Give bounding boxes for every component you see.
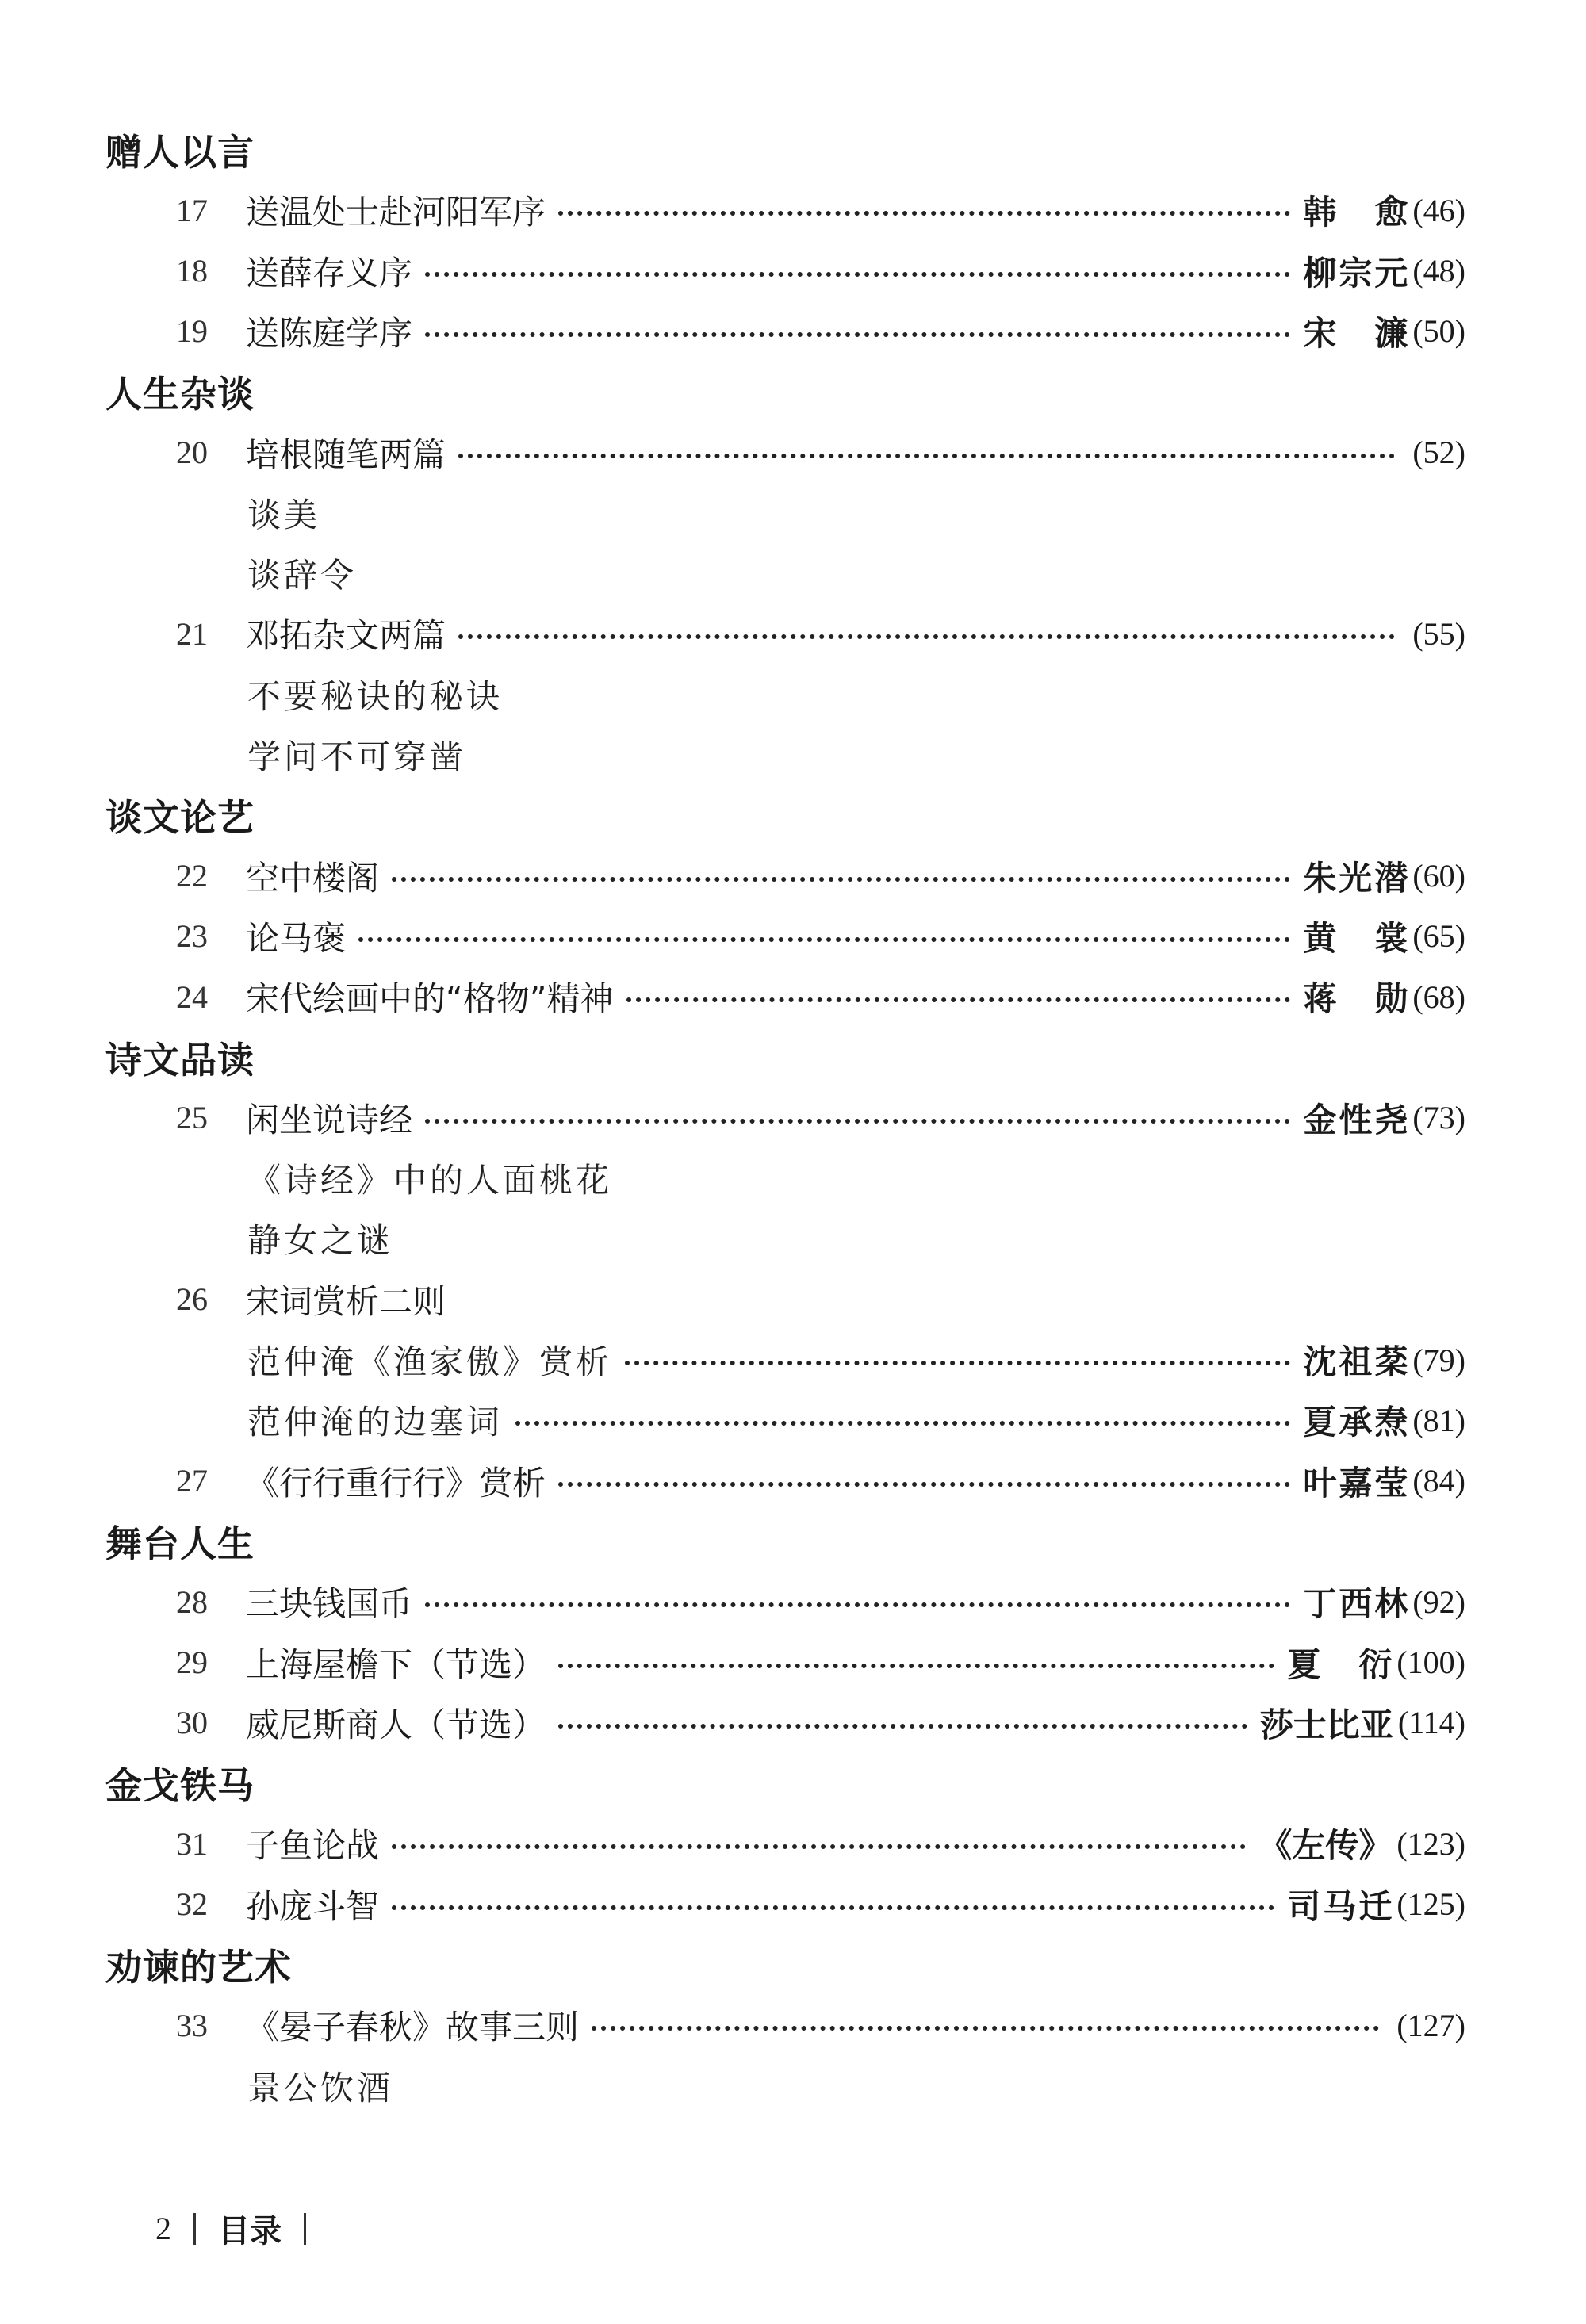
entry-page: (73) xyxy=(1412,1100,1465,1136)
entry-title: 谈美 xyxy=(247,495,321,534)
dot-leader xyxy=(558,1664,1274,1668)
toc-subitem[interactable] xyxy=(0,1148,1586,1208)
toc-entry[interactable] xyxy=(0,180,1586,240)
entry-number: 24 xyxy=(176,978,208,1015)
entry-title: 空中楼阁 xyxy=(246,858,380,898)
entry-title: 孙庞斗智 xyxy=(246,1886,380,1926)
toc-entry[interactable] xyxy=(0,1995,1586,2055)
entry-page: (68) xyxy=(1412,978,1465,1015)
toc-entry[interactable] xyxy=(0,1633,1586,1693)
entry-number: 32 xyxy=(176,1886,208,1923)
entry-author: 韩 愈 xyxy=(1303,193,1408,232)
entry-author: 莎士比亚 xyxy=(1259,1705,1393,1744)
section-heading: 赠人以言 xyxy=(105,131,255,174)
entry-number: 26 xyxy=(176,1281,208,1318)
entry-author: 蒋 勋 xyxy=(1303,979,1408,1019)
entry-title: 宋词赏析二则 xyxy=(246,1281,446,1321)
toc-entry[interactable] xyxy=(0,423,1586,483)
entry-page: (46) xyxy=(1412,192,1465,228)
dot-leader xyxy=(458,454,1395,458)
entry-number: 19 xyxy=(176,313,208,350)
entry-author: 夏 衍 xyxy=(1287,1644,1393,1684)
toc-subitem[interactable] xyxy=(0,664,1586,725)
entry-author: 《左传》 xyxy=(1258,1826,1393,1866)
entry-page: (65) xyxy=(1412,918,1465,955)
toc-subitem[interactable] xyxy=(0,1390,1586,1450)
entry-number: 18 xyxy=(176,253,208,289)
entry-number: 30 xyxy=(176,1705,208,1741)
section-heading: 谈文论艺 xyxy=(105,796,255,840)
entry-number: 25 xyxy=(176,1100,208,1136)
dot-leader xyxy=(458,634,1395,639)
entry-page: (125) xyxy=(1396,1886,1465,1923)
entry-title: 培根随笔两篇 xyxy=(246,435,446,474)
footer-title: 目录 xyxy=(218,2213,282,2249)
entry-number: 28 xyxy=(176,1583,208,1620)
entry-number: 29 xyxy=(176,1644,208,1680)
dot-leader xyxy=(558,211,1290,216)
entry-title: 范仲淹《渔家傲》赏析 xyxy=(247,1342,613,1381)
toc-entry[interactable] xyxy=(0,1693,1586,1753)
entry-author: 朱光潜 xyxy=(1303,858,1408,898)
divider xyxy=(304,2213,306,2245)
entry-title: 《行行重行行》赏析 xyxy=(246,1463,546,1503)
entry-author: 夏承焘 xyxy=(1303,1403,1408,1442)
entry-title: 景公饮酒 xyxy=(247,2068,394,2108)
page-number: 2 xyxy=(155,2211,171,2246)
dot-leader xyxy=(558,1482,1290,1487)
divider xyxy=(193,2213,196,2245)
entry-author: 金性尧 xyxy=(1303,1100,1408,1139)
section-heading: 人生杂谈 xyxy=(105,373,255,416)
entry-title: 送温处士赴河阳军序 xyxy=(246,193,546,232)
entry-author: 柳宗元 xyxy=(1303,253,1408,293)
dot-leader xyxy=(625,1361,1290,1365)
toc-subitem[interactable] xyxy=(0,543,1586,603)
entry-page: (100) xyxy=(1396,1644,1465,1680)
section-heading: 劝谏的艺术 xyxy=(105,1946,292,1989)
dot-leader xyxy=(392,1905,1274,1910)
toc-entry[interactable] xyxy=(0,1572,1586,1632)
toc-subitem[interactable] xyxy=(0,1330,1586,1390)
toc-entry[interactable] xyxy=(0,301,1586,362)
entry-title: 邓拓杂文两篇 xyxy=(246,616,446,656)
entry-page: (48) xyxy=(1412,253,1465,289)
entry-page: (79) xyxy=(1412,1342,1465,1378)
entry-number: 27 xyxy=(176,1463,208,1499)
entry-author: 叶嘉莹 xyxy=(1303,1463,1408,1503)
entry-page: (114) xyxy=(1397,1705,1465,1741)
entry-page: (84) xyxy=(1412,1463,1465,1499)
entry-author: 黄 裳 xyxy=(1303,918,1408,958)
dot-leader xyxy=(425,1602,1290,1607)
entry-author: 宋 濂 xyxy=(1303,313,1408,353)
entry-page: (127) xyxy=(1396,2007,1465,2043)
entry-page: (123) xyxy=(1396,1825,1465,1862)
toc-entry[interactable] xyxy=(0,906,1586,967)
section-heading: 金戈铁马 xyxy=(105,1764,255,1808)
entry-title: 《诗经》中的人面桃花 xyxy=(247,1161,613,1200)
section-heading: 舞台人生 xyxy=(105,1522,255,1565)
page-footer xyxy=(155,2206,328,2251)
entry-page: (81) xyxy=(1412,1402,1465,1438)
toc-subitem[interactable] xyxy=(0,483,1586,543)
toc-entry[interactable] xyxy=(0,241,1586,301)
toc-entry[interactable] xyxy=(0,1088,1586,1148)
toc-subitem[interactable] xyxy=(0,2056,1586,2116)
entry-title: 范仲淹的边塞词 xyxy=(247,1403,504,1442)
entry-title: 学问不可穿凿 xyxy=(247,737,467,776)
entry-page: (52) xyxy=(1412,435,1465,470)
toc-subitem[interactable] xyxy=(0,1208,1586,1269)
toc-subitem[interactable] xyxy=(0,725,1586,785)
entry-page: (55) xyxy=(1412,615,1465,652)
dot-leader xyxy=(425,332,1290,337)
entry-title: 谈辞令 xyxy=(247,556,358,595)
entry-title: 闲坐说诗经 xyxy=(246,1100,413,1139)
entry-author: 丁西林 xyxy=(1303,1584,1408,1624)
entry-number: 17 xyxy=(176,192,208,228)
entry-number: 31 xyxy=(176,1825,208,1862)
toc-entry[interactable] xyxy=(0,1874,1586,1935)
entry-number: 21 xyxy=(176,615,208,652)
toc-entry[interactable] xyxy=(0,1269,1586,1330)
toc-entry[interactable] xyxy=(0,846,1586,906)
entry-number: 22 xyxy=(176,858,208,894)
entry-page: (92) xyxy=(1412,1583,1465,1620)
entry-title: 静女之谜 xyxy=(247,1221,394,1261)
entry-page: (50) xyxy=(1412,313,1465,350)
entry-title: 论马褒 xyxy=(246,918,347,958)
dot-leader xyxy=(392,877,1290,882)
section-heading: 诗文品读 xyxy=(105,1038,255,1082)
entry-title: 宋代绘画中的“格物”精神 xyxy=(246,979,614,1019)
entry-title: 《晏子春秋》故事三则 xyxy=(246,2008,580,2047)
entry-author: 司马迁 xyxy=(1287,1886,1393,1926)
dot-leader xyxy=(392,1844,1246,1849)
entry-title: 威尼斯商人（节选） xyxy=(246,1705,546,1744)
dot-leader xyxy=(358,937,1290,942)
toc-entry[interactable] xyxy=(0,1451,1586,1511)
toc-entry[interactable] xyxy=(0,603,1586,664)
entry-title: 送薛存义序 xyxy=(246,253,413,293)
entry-title: 上海屋檐下（节选） xyxy=(246,1644,546,1684)
toc-entry[interactable] xyxy=(0,1813,1586,1874)
dot-leader xyxy=(626,997,1291,1002)
dot-leader xyxy=(425,272,1290,277)
entry-title: 子鱼论战 xyxy=(246,1826,380,1866)
entry-title: 三块钱国币 xyxy=(246,1584,413,1624)
dot-leader xyxy=(515,1421,1290,1426)
entry-number: 23 xyxy=(176,918,208,955)
entry-number: 20 xyxy=(176,435,208,470)
entry-title: 送陈庭学序 xyxy=(246,313,413,353)
entry-page: (60) xyxy=(1412,858,1465,894)
toc-entry[interactable] xyxy=(0,967,1586,1027)
entry-title: 不要秘诀的秘诀 xyxy=(247,676,504,716)
entry-author: 沈祖棻 xyxy=(1303,1342,1408,1381)
dot-leader xyxy=(558,1724,1247,1729)
dot-leader xyxy=(592,2026,1379,2031)
dot-leader xyxy=(425,1119,1290,1124)
entry-number: 33 xyxy=(176,2007,208,2043)
